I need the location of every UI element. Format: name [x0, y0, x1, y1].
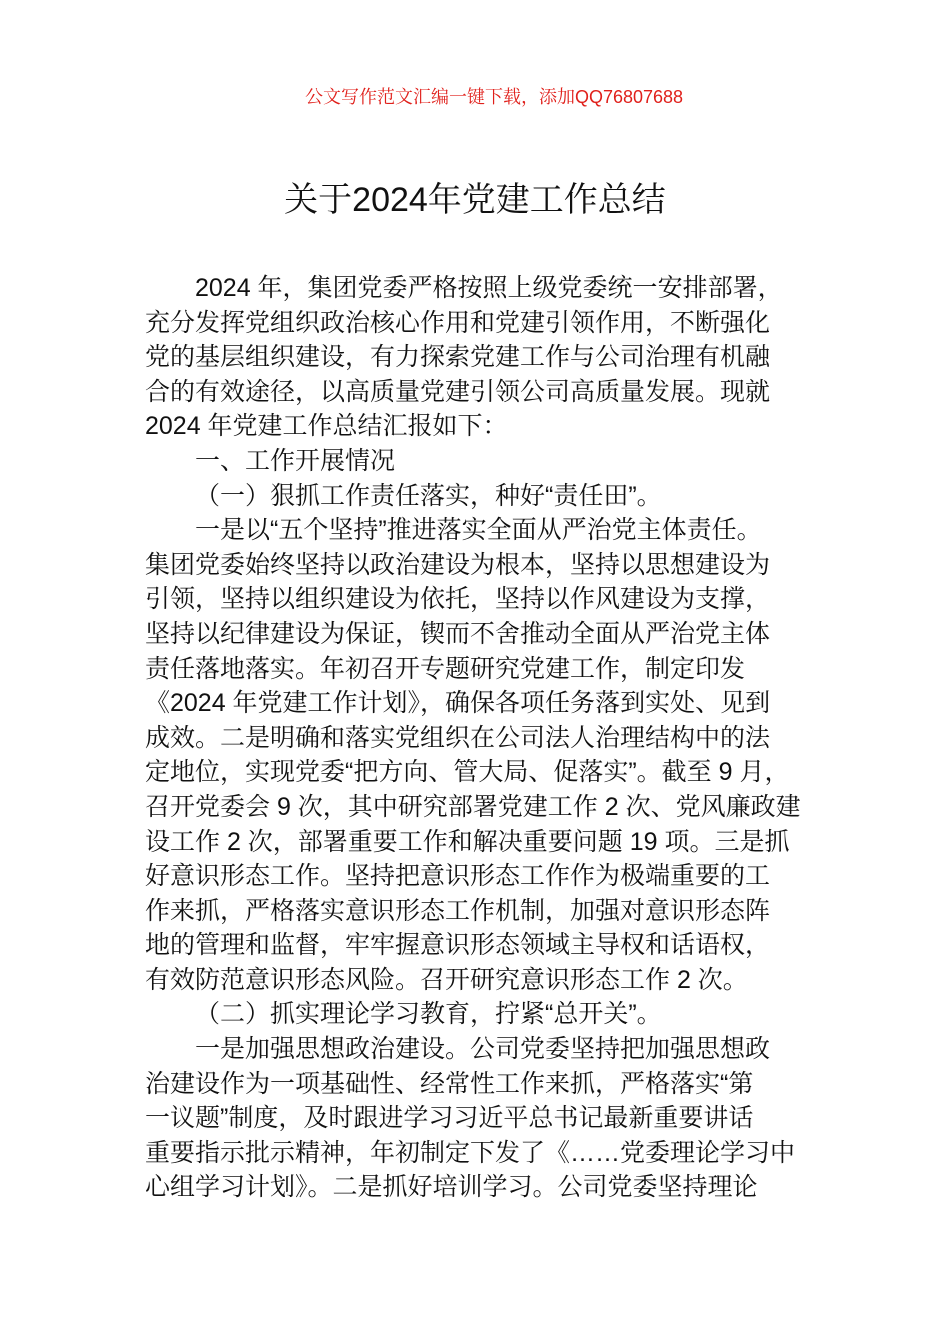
text-line: 责任落地落实。年初召开专题研究党建工作，制定印发	[145, 654, 746, 683]
text-line: 集团党委始终坚持以政治建设为根本，坚持以思想建设为	[145, 550, 771, 579]
text-line: （一）狠抓工作责任落实，种好“责任田”。	[195, 481, 662, 510]
text-line: 作来抓，严格落实意识形态工作机制，加强对意识形态阵	[145, 896, 771, 925]
text-line: 一是加强思想政治建设。公司党委坚持把加强思想政	[195, 1035, 771, 1064]
text-line: 一是以“五个坚持”推进落实全面从严治党主体责任。	[195, 516, 762, 545]
text-line: 引领，坚持以组织建设为依托，坚持以作风建设为支撑，	[145, 585, 771, 614]
text-line: 一议题”制度，及时跟进学习习近平总书记最新重要讲话	[145, 1104, 754, 1133]
text-line: 有效防范意识形态风险。召开研究意识形态工作 2 次。	[145, 965, 748, 994]
text-line: 定地位，实现党委“把方向、管大局、促落实”。截至 9 月，	[145, 758, 790, 787]
text-line: 设工作 2 次，部署重要工作和解决重要问题 19 项。三是抓	[145, 827, 790, 856]
text-line: 治建设作为一项基础性、经常性工作来抓，严格落实“第	[145, 1069, 754, 1098]
text-line: 坚持以纪律建设为保证，锲而不舍推动全面从严治党主体	[145, 619, 771, 648]
text-line: 合的有效途径，以高质量党建引领公司高质量发展。现就	[145, 377, 771, 406]
text-line: 召开党委会 9 次，其中研究部署党建工作 2 次、党风廉政建	[145, 792, 801, 821]
text-line: 2024 年，集团党委严格按照上级党委统一安排部署，	[195, 274, 783, 302]
text-line: 2024 年党建工作总结汇报如下：	[145, 412, 508, 441]
text-line: 好意识形态工作。坚持把意识形态工作作为极端重要的工	[145, 862, 771, 891]
download-banner: 公文写作范文汇编一键下载，添加QQ76807688	[304, 87, 684, 107]
text-line: 重要指示批示精神，年初制定下发了《……党委理论学习中	[145, 1138, 796, 1167]
text-line: 一、工作开展情况	[195, 446, 396, 475]
text-line: 党的基层组织建设，有力探索党建工作与公司治理有机融	[145, 343, 771, 372]
text-line: 充分发挥党组织政治核心作用和党建引领作用，不断强化	[145, 308, 771, 337]
text-line: 心组学习计划》。二是抓好培训学习。公司党委坚持理论	[145, 1173, 758, 1202]
text-line: （二）抓实理论学习教育，拧紧“总开关”。	[195, 1000, 662, 1029]
text-line: 《2024 年党建工作计划》，确保各项任务落到实处、见到	[145, 689, 771, 718]
text-line: 成效。二是明确和落实党组织在公司法人治理结构中的法	[145, 723, 771, 752]
document-body	[145, 271, 835, 1205]
document-title: 关于2024年党建工作总结	[284, 181, 666, 219]
text-line: 地的管理和监督，牢牢握意识形态领域主导权和话语权，	[145, 931, 771, 960]
